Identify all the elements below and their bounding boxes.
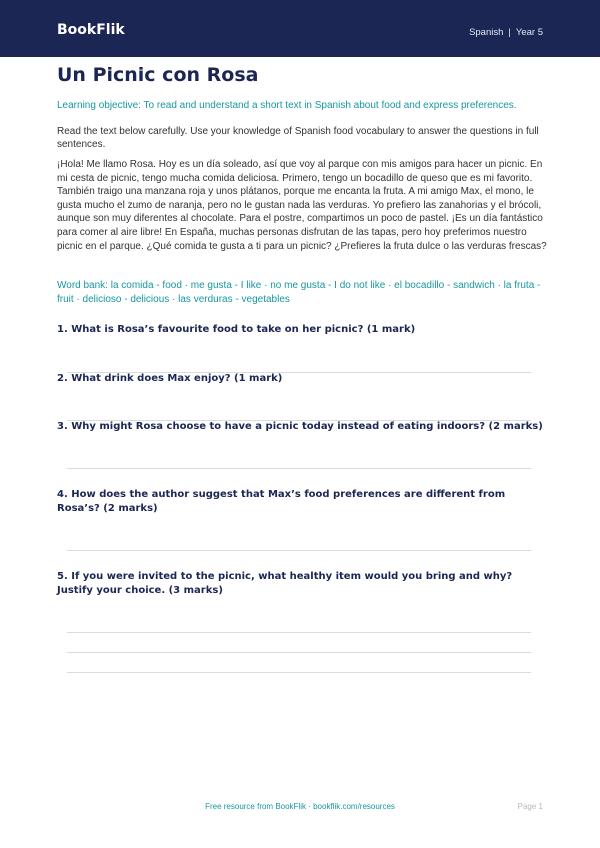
answer-line[interactable]: [67, 632, 531, 633]
answer-line[interactable]: [67, 550, 531, 551]
answer-line[interactable]: [67, 672, 531, 673]
meta-separator: |: [508, 27, 511, 38]
instructions: Read the text below carefully. Use your knowledge of Spanish food vocabulary to answer the questions in full sentences.: [57, 126, 539, 150]
question-5: 5. If you were invited to the picnic, what healthy item would you bring and why? Justify your choice. (3 marks): [57, 571, 513, 596]
learning-objective: Learning objective: To read and understand a short text in Spanish about food and express preferences.: [57, 100, 517, 111]
answer-line[interactable]: [67, 652, 531, 653]
worksheet-title: Un Picnic con Rosa: [57, 64, 259, 86]
header-bar: [0, 0, 600, 57]
footer-resource-link[interactable]: Free resource from BookFlik · bookflik.com/resources: [205, 802, 395, 811]
question-2: 2. What drink does Max enjoy? (1 mark): [57, 373, 283, 384]
brand-logo[interactable]: BookFlik: [57, 22, 125, 38]
question-1: 1. What is Rosa’s favourite food to take on her picnic? (1 mark): [57, 324, 416, 335]
year-label: Year 5: [515, 27, 543, 38]
subject-label: Spanish: [469, 27, 504, 38]
page-number: Page 1: [517, 802, 543, 811]
reading-passage: ¡Hola! Me llamo Rosa. Hoy es un día soleado, así que voy al parque con mis amigos para hacer un picnic. En mi cesta de picnic, tengo mucha comida deliciosa. Primero, tengo un bocadillo de queso que es mi favorito. También traigo una manzana roja y unos plátanos, porque me encanta la fruta. A mi amigo Max, el mono, le gusta mucho el zumo de naranja, pero no le gustan nada las verduras. Yo prefiero las zanahorias y el brócoli, aunque son muy diferentes al chocolate. Para el postre, compartimos un poco de pastel. ¡Es un día fantástico para comer al aire libre! En España, muchas personas disfrutan de las tapas, pero hoy preferimos nuestro picnic en el parque. ¿Qué comida te gusta a ti para un picnic? ¿Prefieres la fruta dulce o las verduras frescas?: [57, 159, 547, 252]
question-3: 3. Why might Rosa choose to have a picnic today instead of eating indoors? (2 marks): [57, 421, 543, 432]
header-meta: [469, 27, 543, 38]
answer-line[interactable]: [67, 468, 531, 469]
question-4: 4. How does the author suggest that Max’s food preferences are different from Rosa’s? (2 marks): [57, 489, 506, 514]
word-bank: Word bank: la comida - food · me gusta - I like · no me gusta - I do not like · el bocadillo - sandwich · la fruta - fruit · delicioso - delicious · las verduras - vegetables: [57, 280, 541, 305]
